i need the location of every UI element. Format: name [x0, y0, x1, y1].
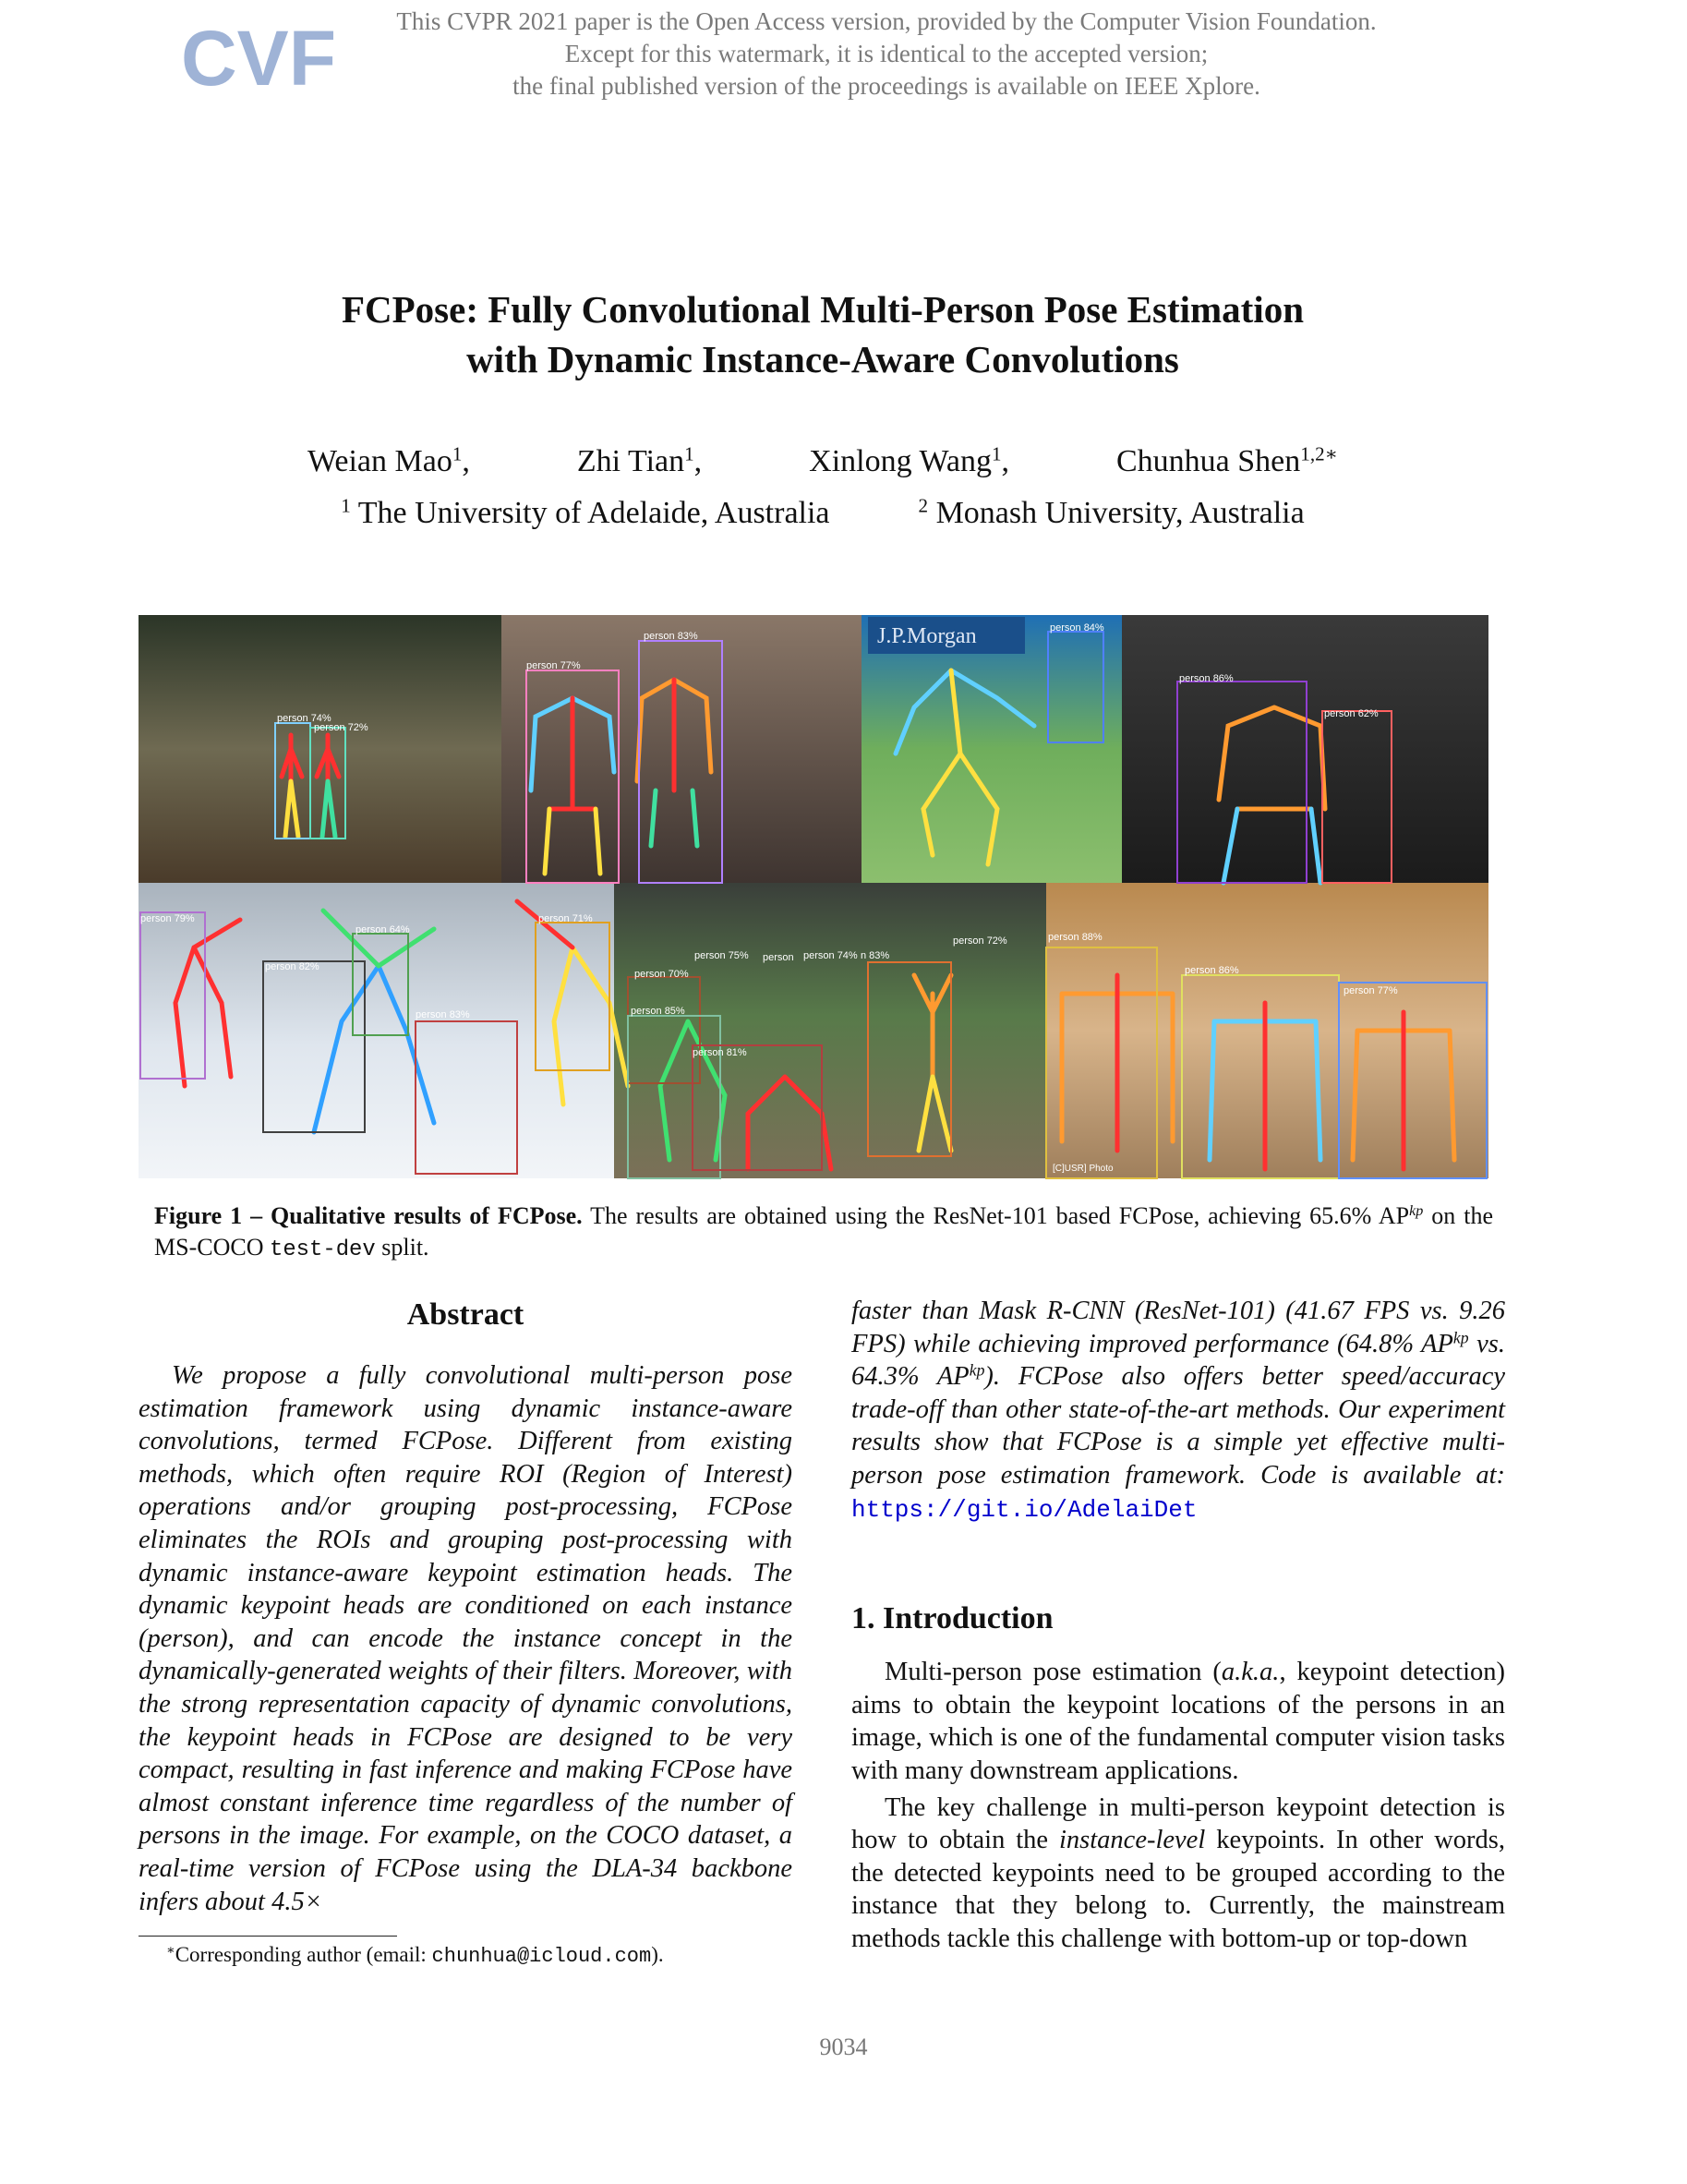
- label-5: person 84%: [1050, 622, 1104, 633]
- watermark: [305, 6, 1468, 103]
- photo-surfers: [139, 615, 501, 883]
- code-link[interactable]: https://git.io/AdelaiDet: [851, 1495, 1198, 1524]
- abstract-heading: Abstract: [406, 1297, 524, 1332]
- footnote-divider: [139, 1936, 397, 1937]
- label-6: person 86%: [1179, 673, 1234, 684]
- figure-1-caption: [154, 1201, 1493, 1266]
- label-13: person 70%: [634, 969, 689, 980]
- abstract-body: We propose a fully convolutional multi-person pose estimation framework using dynamic instance-aware convolutions, termed FCPose. Different from existing methods, which often require ROI (Region of Interest) operations and/or grouping post-processing, FCPose eliminates the ROIs and grouping post-processing with dynamic instance-aware keypoint estimation heads. The dynamic keypoint heads are conditioned on each instance (person), and can encode the instance concept in the dynamically-generated weights of their filters. Moreover, with the strong representation capacity of dynamic convolutions, the keypoint heads in FCPose are designed to be very compact, resulting in fast inference and making FCPose have almost constant inference time regardless of the number of persons in the image. For example, on the COCO dataset, a real-time version of FCPose using the DLA-34 backbone infers about 4.5×: [139, 1361, 792, 1916]
- introduction-paragraph-1: Multi-person pose estimation (a.k.a., keypoint detection) aims to obtain the keypoint locations of the persons in an image, which is one of the fundamental computer vision tasks with many downstream applications.: [851, 1658, 1505, 1785]
- author-3: Xinlong Wang$^1$,: [809, 442, 1009, 478]
- footnote-email: chunhua@icloud.com: [431, 1945, 652, 1968]
- label-8: person 79%: [140, 913, 195, 924]
- author-4: Chunhua Shen$^{1,2∗}$: [1116, 442, 1338, 478]
- left-column: [139, 1295, 792, 1918]
- label-10: person 64%: [355, 924, 410, 935]
- label-22: person 86%: [1185, 965, 1239, 976]
- label-14: person 75%: [694, 950, 749, 961]
- introduction-paragraph-2: The key challenge in multi-person keypoint detection is how to obtain the instance-level keypoints. In other words, the detected keypoints need to be grouped according to the instance that they belong to. Currently, the mainstream methods tackle this challenge with bottom-up or top-down: [851, 1792, 1505, 1953]
- caption-text-3: split.: [381, 1234, 429, 1261]
- caption-text: The results are obtained using the ResNet-101 based FCPose, achieving 65.6% AP: [590, 1202, 1410, 1229]
- caption-title: Qualitative results of FCPose.: [271, 1202, 583, 1229]
- affiliation-2: $^2$ Monash University, Australia: [918, 494, 1305, 530]
- photo-credit: [C]USR] Photo: [1053, 1164, 1114, 1174]
- label-15: person: [763, 952, 794, 963]
- caption-code: test-dev: [269, 1237, 376, 1262]
- label-21: person 88%: [1048, 932, 1103, 943]
- caption-sup: kp: [1409, 1203, 1424, 1220]
- label-2: person 72%: [314, 722, 368, 733]
- title-line-1: FCPose: Fully Convolutional Multi-Person Pose Estimation: [341, 288, 1305, 331]
- svg-text:CVF: CVF: [181, 15, 336, 102]
- affiliation-list: [0, 493, 1645, 534]
- footnote: ∗Corresponding author (email: chunhua@icloud.com).: [166, 1943, 664, 1968]
- label-19: person 85%: [631, 1006, 685, 1017]
- label-17: n 83%: [861, 950, 890, 961]
- author-1: Weian Mao$^1$,: [307, 442, 470, 478]
- watermark-line-1: This CVPR 2021 paper is the Open Access version, provided by the Computer Vision Foundation.: [396, 7, 1377, 35]
- abstract-continuation: faster than Mask R-CNN (ResNet-101) (41.67 FPS vs. 9.26 FPS) while achieving improved performance (64.8% $AP^{kp}$ vs. 64.3% $AP^{kp}$). FCPose also offers better speed/accuracy trade-off than other state-of-the-art methods. Our experiment results show that FCPose is a simple yet effective multi-person pose estimation framework. Code is available at: https://git.io/AdelaiDet: [851, 1297, 1506, 1524]
- label-18: person 72%: [953, 935, 1007, 947]
- caption-text-2: on the MS-COCO: [154, 1202, 1493, 1261]
- label-12: person 71%: [538, 913, 593, 924]
- label-3: person 77%: [526, 660, 581, 671]
- label-20: person 81%: [693, 1047, 747, 1058]
- photo-dinner: [501, 615, 862, 883]
- cvf-logo: [181, 13, 336, 102]
- figure-1-collage: [139, 615, 1488, 1178]
- label-16: person 74%: [803, 950, 858, 961]
- label-1: person 74%: [277, 713, 331, 724]
- label-9: person 82%: [265, 961, 319, 972]
- page-number: 9034: [819, 2033, 868, 2060]
- label-11: person 83%: [416, 1009, 470, 1020]
- affiliation-1: $^1$ The University of Adelaide, Australia: [341, 494, 830, 530]
- paper-title: [0, 284, 1645, 384]
- title-line-2: with Dynamic Instance-Aware Convolutions: [466, 338, 1179, 380]
- caption-label: Figure 1 –: [154, 1202, 263, 1229]
- banner-text: J.P.Morgan: [877, 624, 977, 648]
- author-list: [0, 441, 1645, 482]
- label-23: person 77%: [1344, 985, 1398, 996]
- label-4: person 83%: [644, 631, 698, 642]
- label-7: person 62%: [1324, 708, 1379, 719]
- figure-1-image-grid: [139, 615, 1488, 1178]
- right-column: [851, 1295, 1505, 1960]
- watermark-line-2: Except for this watermark, it is identical to the accepted version;: [564, 40, 1209, 67]
- author-2: Zhi Tian$^1$,: [576, 442, 703, 478]
- watermark-line-3: the final published version of the proceedings is available on IEEE Xplore.: [512, 72, 1260, 100]
- introduction-heading: 1. Introduction: [851, 1601, 1054, 1636]
- photo-baseball: [614, 883, 1046, 1178]
